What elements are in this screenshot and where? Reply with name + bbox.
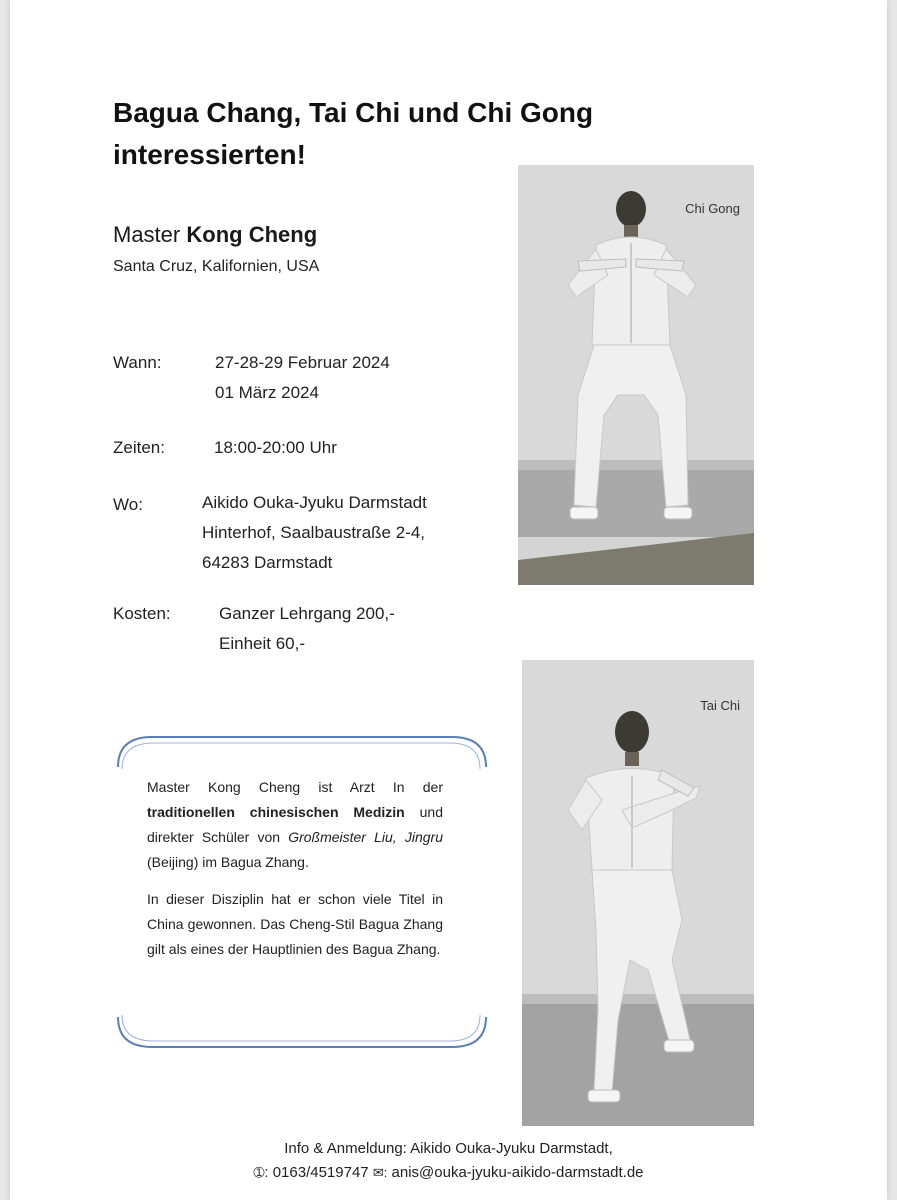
footer-line-1: Info & Anmeldung: Aikido Ouka-Jyuku Darmstadt, <box>284 1140 613 1157</box>
wann-value <box>215 348 390 408</box>
chi-gong-caption: Chi Gong <box>685 201 740 216</box>
phone-icon: ➀ <box>253 1165 265 1180</box>
kosten-value <box>219 599 395 659</box>
bio-box <box>112 735 490 1051</box>
wo-line-1: Aikido Ouka-Jyuku Darmstadt <box>202 493 427 512</box>
mail-icon: ✉: <box>372 1165 388 1180</box>
master-prefix: Master <box>113 222 181 247</box>
title-line-1: Bagua Chang, Tai Chi und Chi Gong <box>113 97 594 128</box>
wo-value <box>202 488 427 578</box>
master-location: Santa Cruz, Kalifornien, USA <box>113 258 320 275</box>
bio-p1-end: (Beijing) im Bagua Zhang. <box>147 854 309 870</box>
wann-label: Wann: <box>113 353 162 372</box>
zeiten-value: 18:00-20:00 Uhr <box>214 438 337 457</box>
kosten-line-2: Einheit 60,- <box>219 634 305 653</box>
kosten-label: Kosten: <box>113 604 171 623</box>
bio-paragraph-1 <box>147 775 443 875</box>
page-title <box>113 92 713 176</box>
title-line-2: interessierten! <box>113 139 306 170</box>
wo-line-3: 64283 Darmstadt <box>202 553 333 572</box>
bio-paragraph-2: In dieser Disziplin hat er schon viele Titel in China gewonnen. Das Cheng-Stil Bagua Zhang gilt als eines der Hauptlinien des Bagua Zhang. <box>147 891 443 957</box>
bio-text <box>147 775 443 974</box>
footer-contact <box>10 1164 887 1181</box>
zeiten-label: Zeiten: <box>113 438 165 457</box>
footer-email[interactable]: anis@ouka-jyuku-aikido-darmstadt.de <box>391 1164 644 1181</box>
wann-line-1: 27-28-29 Februar 2024 <box>215 353 390 372</box>
wo-line-2: Hinterhof, Saalbaustraße 2-4, <box>202 523 426 542</box>
wo-label: Wo: <box>113 495 143 514</box>
flyer-page <box>10 0 887 1200</box>
kosten-line-1: Ganzer Lehrgang 200,- <box>219 604 395 623</box>
bio-p1-bold: traditionellen chinesischen Medizin <box>147 804 405 820</box>
wann-line-2: 01 März 2024 <box>215 383 319 402</box>
chi-gong-illustration <box>518 165 754 585</box>
tai-chi-illustration <box>522 660 754 1126</box>
tai-chi-caption: Tai Chi <box>700 698 740 713</box>
bio-p1-italic: Großmeister Liu, Jingru <box>288 829 443 845</box>
chi-gong-photo <box>518 165 754 585</box>
master-name: Kong Cheng <box>186 222 318 247</box>
bio-p1-intro: Master Kong Cheng ist Arzt In der <box>147 779 443 795</box>
master-name-line <box>113 222 317 248</box>
tai-chi-photo <box>522 660 754 1126</box>
bio-p1-middle: und direkter Schüler von <box>147 804 443 845</box>
footer-phone: : 0163/4519747 <box>264 1164 369 1181</box>
